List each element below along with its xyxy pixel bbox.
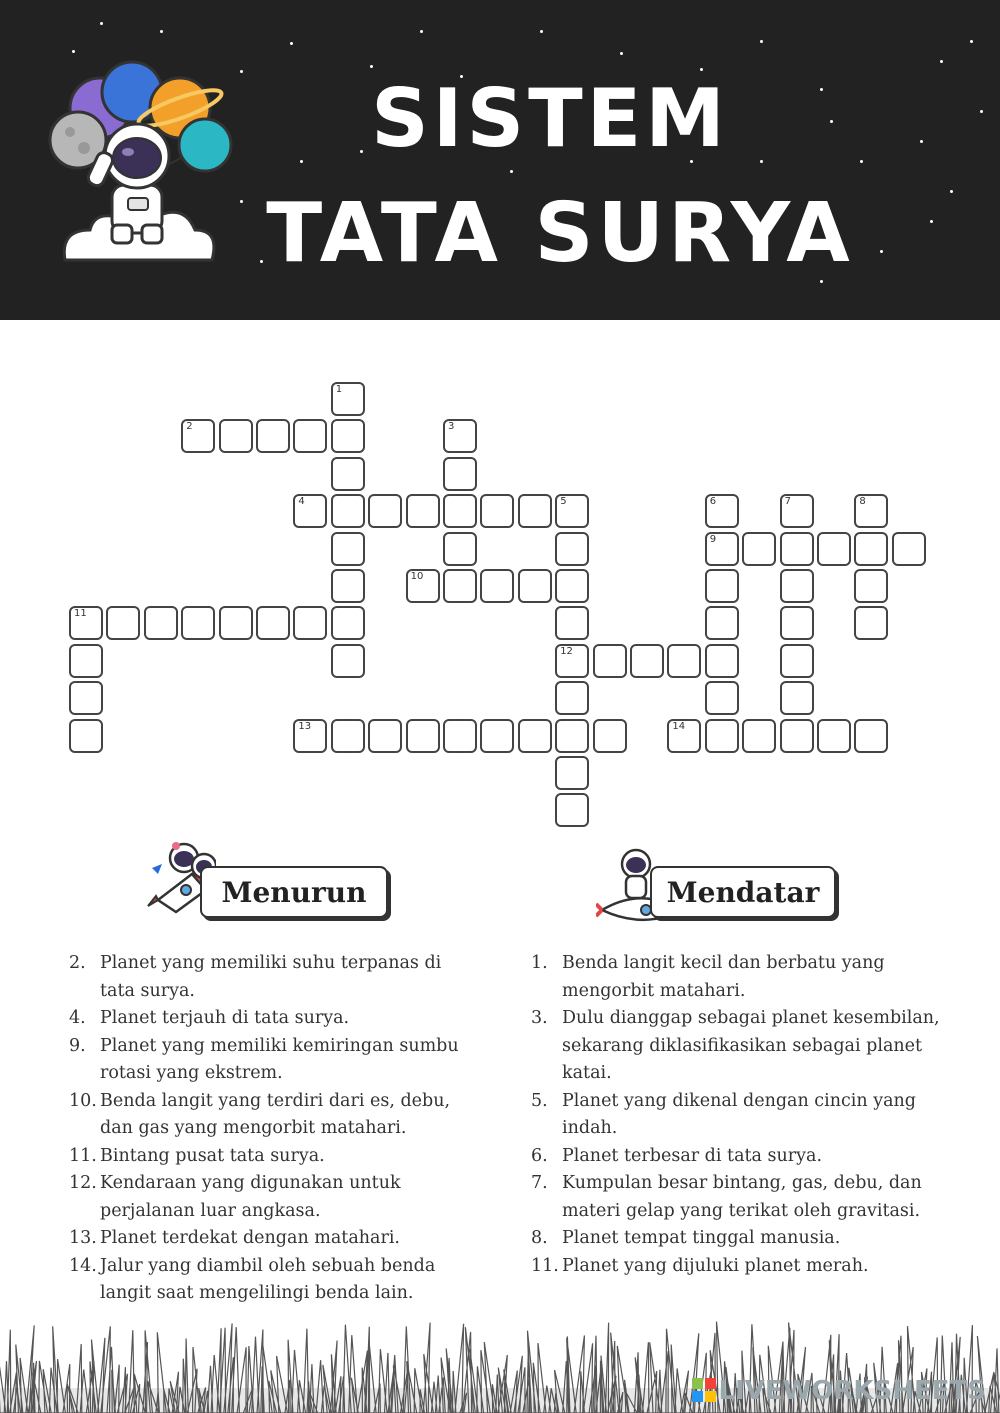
clue-item-text: Planet terjauh di tata surya. — [100, 1008, 350, 1028]
clue-item-number: 10. — [69, 1090, 97, 1111]
crossword-cell[interactable] — [593, 644, 627, 678]
crossword-cell[interactable] — [443, 569, 477, 603]
clue-item-text: Planet terbesar di tata surya. — [562, 1145, 823, 1166]
clue-item — [69, 1005, 464, 1033]
clue-item-text: Benda langit yang terdiri dari es, debu, dan gas yang mengorbit matahari. — [100, 1090, 451, 1138]
crossword-cell[interactable] — [293, 606, 327, 640]
crossword-cell[interactable] — [331, 719, 365, 753]
crossword-cell[interactable] — [780, 681, 814, 715]
star-dot — [290, 42, 293, 45]
liveworksheets-logo-icon — [692, 1378, 716, 1402]
star-dot — [760, 40, 763, 43]
clue-item-text: Planet tempat tinggal manusia. — [562, 1228, 841, 1248]
crossword-cell[interactable] — [331, 644, 365, 678]
crossword-cell[interactable] — [817, 719, 851, 753]
star-dot — [620, 52, 623, 55]
crossword-cell[interactable] — [742, 532, 776, 566]
crossword-cell[interactable] — [331, 419, 365, 453]
crossword-cell[interactable] — [780, 569, 814, 603]
crossword-cell[interactable] — [780, 719, 814, 753]
clue-number: 3 — [448, 421, 455, 433]
clue-item-number: 14. — [69, 1255, 97, 1276]
crossword-cell[interactable] — [219, 419, 253, 453]
crossword-cell[interactable] — [518, 494, 552, 528]
across-heading — [650, 866, 836, 918]
crossword-cell[interactable] — [742, 719, 776, 753]
header-banner — [0, 0, 1000, 320]
title-line-2: TATA SURYA — [266, 186, 854, 281]
crossword-cell[interactable] — [667, 644, 701, 678]
crossword-cell[interactable] — [219, 606, 253, 640]
crossword-cell[interactable] — [780, 606, 814, 640]
crossword-cell[interactable] — [780, 532, 814, 566]
clue-number: 10 — [410, 571, 424, 582]
clue-item — [69, 950, 464, 1005]
crossword-cell[interactable] — [593, 719, 627, 753]
crossword-cell[interactable] — [555, 606, 589, 640]
crossword-cell[interactable] — [705, 681, 739, 715]
clue-item-number: 13. — [69, 1228, 97, 1248]
clue-item-number: 5. — [531, 1090, 548, 1111]
crossword-cell[interactable] — [443, 719, 477, 753]
star-dot — [940, 60, 943, 63]
clue-item-number: 3. — [531, 1008, 548, 1028]
crossword-cell[interactable] — [331, 382, 365, 416]
crossword-cell[interactable] — [854, 532, 888, 566]
crossword-cell[interactable] — [705, 719, 739, 753]
crossword-cell[interactable] — [256, 419, 290, 453]
crossword-cell[interactable] — [667, 719, 701, 753]
star-dot — [370, 65, 373, 68]
clue-item-number: 9. — [69, 1035, 86, 1056]
clue-item — [531, 1253, 951, 1281]
clue-item-text: Kumpulan besar bintang, gas, debu, dan materi gelap yang terikat oleh gravitasi. — [562, 1173, 922, 1221]
crossword-cell[interactable] — [181, 419, 215, 453]
star-dot — [700, 68, 703, 71]
crossword-cell[interactable] — [630, 644, 664, 678]
crossword-cell[interactable] — [293, 494, 327, 528]
crossword-cell[interactable] — [331, 457, 365, 491]
star-dot — [510, 170, 513, 173]
clue-item-number: 11. — [69, 1145, 97, 1166]
crossword-cell[interactable] — [443, 532, 477, 566]
crossword-cell[interactable] — [106, 606, 140, 640]
across-clue-list — [531, 950, 951, 1280]
clue-item — [531, 950, 951, 1005]
crossword-cell[interactable] — [518, 719, 552, 753]
star-dot — [160, 30, 163, 33]
crossword-cell[interactable] — [854, 606, 888, 640]
crossword-cell[interactable] — [144, 606, 178, 640]
clue-number: 11 — [74, 608, 87, 620]
star-dot — [72, 50, 75, 53]
crossword-cell[interactable] — [555, 681, 589, 715]
clue-item — [531, 1170, 951, 1225]
crossword-cell[interactable] — [854, 719, 888, 753]
crossword-cell[interactable] — [331, 494, 365, 528]
clue-number: 12 — [560, 645, 573, 657]
clue-item — [531, 1088, 951, 1143]
down-heading-label: Menurun — [221, 875, 367, 909]
clue-number: 14 — [672, 720, 686, 732]
clue-item-number: 8. — [531, 1228, 548, 1248]
crossword-cell[interactable] — [705, 644, 739, 678]
clue-item — [69, 1088, 464, 1143]
clue-item-number: 11. — [531, 1255, 559, 1276]
crossword-cell[interactable] — [293, 419, 327, 453]
crossword-cell[interactable] — [705, 606, 739, 640]
clue-item-number: 7. — [531, 1173, 548, 1193]
clue-item-text: Jalur yang diambil oleh sebuah benda langit saat mengelilingi benda lain. — [100, 1255, 436, 1303]
clue-item — [531, 1143, 951, 1171]
crossword-cell[interactable] — [256, 606, 290, 640]
crossword-cell[interactable] — [368, 494, 402, 528]
clue-number: 8 — [859, 496, 866, 508]
crossword-cell[interactable] — [705, 569, 739, 603]
crossword-cell[interactable] — [331, 532, 365, 566]
crossword-cell[interactable] — [705, 494, 739, 528]
crossword-cell[interactable] — [854, 494, 888, 528]
clue-number: 7 — [784, 496, 791, 508]
watermark: LIVEWORKSHEETS — [718, 1376, 986, 1406]
clue-item-number: 2. — [69, 953, 86, 973]
crossword-cell[interactable] — [480, 719, 514, 753]
clue-number: 9 — [709, 533, 717, 545]
across-heading-label: Mendatar — [666, 875, 820, 909]
clue-item-number: 4. — [69, 1008, 86, 1028]
crossword-cell[interactable] — [555, 719, 589, 753]
clue-item-number: 12. — [69, 1173, 97, 1193]
crossword-cell[interactable] — [555, 532, 589, 566]
crossword-cell[interactable] — [817, 532, 851, 566]
clue-item-text: Planet yang dikenal dengan cincin yang indah. — [562, 1090, 916, 1138]
crossword-cell[interactable] — [555, 644, 589, 678]
clue-item — [69, 1225, 464, 1253]
crossword-cell[interactable] — [555, 793, 589, 827]
title-line-1: SISTEM — [371, 72, 729, 165]
clue-number: 5 — [560, 496, 567, 508]
clue-item-number: 6. — [531, 1145, 548, 1166]
clue-item — [69, 1143, 464, 1171]
star-dot — [420, 30, 423, 33]
crossword-cell[interactable] — [892, 532, 926, 566]
star-dot — [970, 40, 973, 43]
clue-item-text: Planet yang dijuluki planet merah. — [562, 1255, 869, 1276]
crossword-cell[interactable] — [555, 756, 589, 790]
crossword-cell[interactable] — [69, 644, 103, 678]
crossword-cell[interactable] — [555, 494, 589, 528]
crossword-cell[interactable] — [69, 606, 103, 640]
crossword-cell[interactable] — [331, 606, 365, 640]
clue-item — [69, 1033, 464, 1088]
crossword-cell[interactable] — [293, 719, 327, 753]
clue-item-text: Planet yang memiliki kemiringan sumbu rotasi yang ekstrem. — [100, 1035, 459, 1083]
star-dot — [100, 22, 103, 25]
crossword-cell[interactable] — [854, 569, 888, 603]
clue-item — [531, 1005, 951, 1088]
crossword-cell[interactable] — [69, 681, 103, 715]
clue-item-text: Planet terdekat dengan matahari. — [100, 1228, 400, 1248]
crossword-cell[interactable] — [406, 569, 440, 603]
crossword-cell[interactable] — [480, 569, 514, 603]
clue-item-number: 1. — [531, 953, 548, 973]
crossword-cell[interactable] — [780, 494, 814, 528]
crossword-cell[interactable] — [443, 494, 477, 528]
crossword-cell[interactable] — [443, 419, 477, 453]
clue-item — [531, 1225, 951, 1253]
crossword-cell[interactable] — [480, 494, 514, 528]
crossword-cell[interactable] — [69, 719, 103, 753]
clue-item-text: Kendaraan yang digunakan untuk perjalanan luar angkasa. — [100, 1173, 401, 1221]
clue-item-text: Dulu dianggap sebagai planet kesembilan, sekarang diklasifikasikan sebagai planet katai. — [562, 1008, 940, 1083]
star-dot — [540, 30, 543, 33]
crossword-cell[interactable] — [331, 569, 365, 603]
down-clue-list — [69, 950, 464, 1308]
crossword-cell[interactable] — [780, 644, 814, 678]
crossword-cell[interactable] — [518, 569, 552, 603]
clue-item — [69, 1253, 464, 1308]
clue-number: 13 — [298, 720, 312, 732]
clue-item — [69, 1170, 464, 1225]
clue-number: 4 — [298, 496, 305, 508]
crossword-cell[interactable] — [705, 532, 739, 566]
clue-number: 2 — [186, 421, 193, 433]
crossword-cell[interactable] — [181, 606, 215, 640]
crossword-cell[interactable] — [555, 569, 589, 603]
down-heading — [200, 866, 388, 918]
clue-item-text: Planet yang memiliki suhu terpanas di tata surya. — [100, 953, 442, 1001]
clue-number: 1 — [335, 384, 343, 395]
crossword-cell[interactable] — [406, 494, 440, 528]
clue-number: 6 — [709, 496, 717, 508]
crossword-cell[interactable] — [443, 457, 477, 491]
crossword-cell[interactable] — [368, 719, 402, 753]
clue-item-text: Benda langit kecil dan berbatu yang mengorbit matahari. — [562, 953, 885, 1001]
crossword-cell[interactable] — [406, 719, 440, 753]
clue-item-text: Bintang pusat tata surya. — [100, 1145, 325, 1166]
